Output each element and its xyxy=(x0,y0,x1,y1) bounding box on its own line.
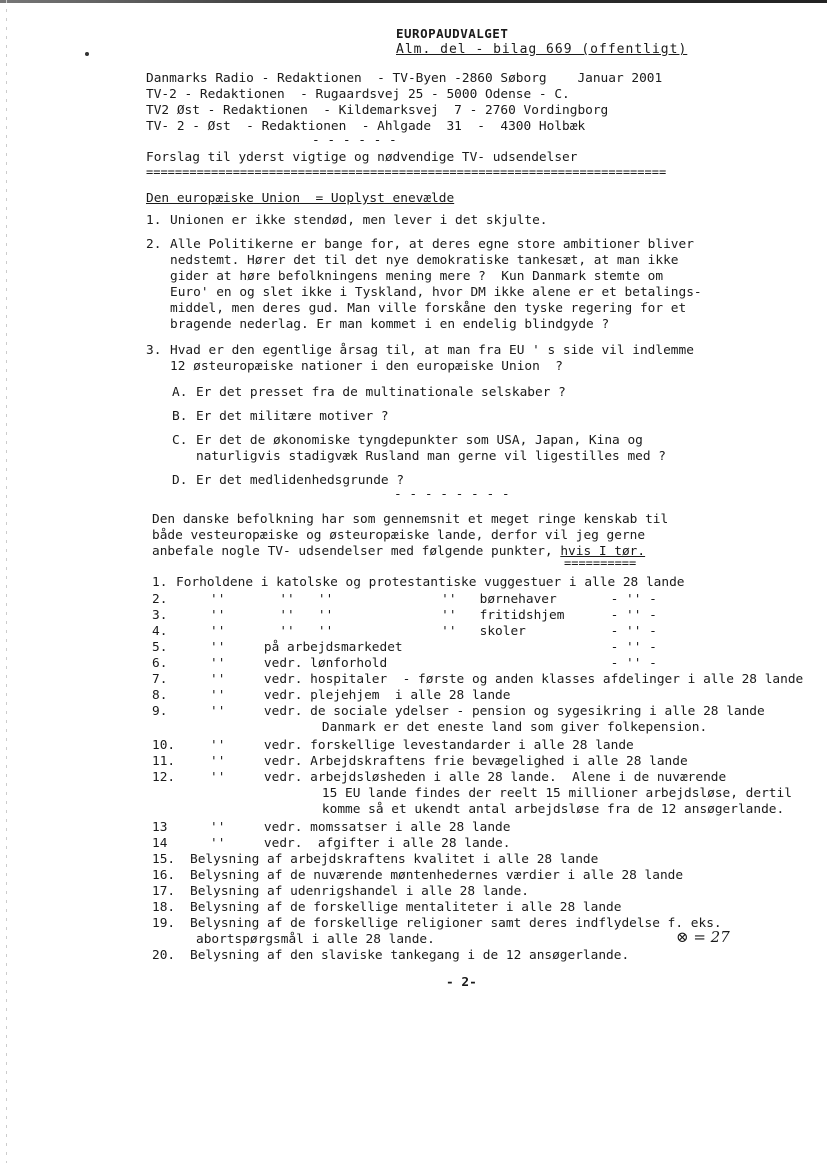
point-line: Euro' en og slet ikke i Tyskland, hvor DM ikke alene er et betalings- xyxy=(170,285,702,300)
topic-number: 20. xyxy=(152,948,176,963)
point-line: bragende nederlag. Er man kommet i en endelig blindgyde ? xyxy=(170,317,610,332)
point-number: 3. xyxy=(146,343,162,358)
address-line-2: TV-2 - Redaktionen - Rugaardsvej 25 - 5000 Odense - C. xyxy=(146,87,570,102)
topic-text: '' vedr. hospitaler - første og anden klasses afdelinger i alle 28 lande xyxy=(210,672,804,687)
topic-text: '' vedr. momssatser i alle 28 lande xyxy=(210,820,511,835)
topic-text: Belysning af udenrigshandel i alle 28 lande. xyxy=(190,884,529,899)
subpoint-letter: C. xyxy=(172,433,188,448)
topic-text: Forholdene i katolske og protestantiske vuggestuer i alle 28 lande xyxy=(176,575,685,590)
binding-margin xyxy=(6,0,7,1163)
topic-text: '' '' '' '' skoler - '' - xyxy=(210,624,657,639)
point-line: 12 østeuropæiske nationer i den europæiske Union ? xyxy=(170,359,563,374)
topic-text: '' '' '' '' børnehaver - '' - xyxy=(210,592,657,607)
subpoint-separator: - - - - - - - - xyxy=(394,487,510,502)
address-line-3: TV2 Øst - Redaktionen - Kildemarksvej 7 - 2760 Vordingborg xyxy=(146,103,609,118)
point-line: gider at høre befolkningens mening mere ? Kun Danmark stemte om xyxy=(170,269,664,284)
topic-number: 6. xyxy=(152,656,168,671)
topic-text: '' '' '' '' fritidshjem - '' - xyxy=(210,608,657,623)
page-number: - 2- xyxy=(446,975,477,990)
topic-number: 2. xyxy=(152,592,168,607)
section-title: Den europæiske Union = Uoplyst enevælde xyxy=(146,191,455,206)
topic-number: 14 xyxy=(152,836,168,851)
intro-text: anbefale nogle TV- udsendelser med følgende punkter, xyxy=(152,544,561,559)
point-line: Unionen er ikke stendød, men lever i det skjulte. xyxy=(170,213,548,228)
subpoint-line: Er det presset fra de multinationale selskaber ? xyxy=(196,385,566,400)
point-line: Hvad er den egentlige årsag til, at man fra EU ' s side vil indlemme xyxy=(170,343,694,358)
point-number: 1. xyxy=(146,213,162,228)
subpoint-letter: B. xyxy=(172,409,188,424)
topic-number: 18. xyxy=(152,900,176,915)
topic-number: 15. xyxy=(152,852,176,867)
address-separator: - - - - - - xyxy=(312,133,397,148)
point-number: 2. xyxy=(146,237,162,252)
topic-text: Belysning af den slaviske tankegang i de 12 ansøgerlande. xyxy=(190,948,630,963)
point-line: nedstemt. Hører det til det nye demokratiske tankesæt, at man ikke xyxy=(170,253,679,268)
double-rule: ======================================================================== xyxy=(146,165,667,179)
subpoint-line: Er det de økonomiske tyngdepunkter som USA, Japan, Kina og xyxy=(196,433,643,448)
point-line: middel, men deres gud. Man ville forskåne den tyske regering for et xyxy=(170,301,687,316)
topic-text: Belysning af de nuværende møntenhedernes værdier i alle 28 lande xyxy=(190,868,684,883)
topic-number: 7. xyxy=(152,672,168,687)
topic-number: 1. xyxy=(152,575,168,590)
point-line: Alle Politikerne er bange for, at deres egne store ambitioner bliver xyxy=(170,237,694,252)
topic-number: 3. xyxy=(152,608,168,623)
subpoint-letter: A. xyxy=(172,385,188,400)
topic-number: 9. xyxy=(152,704,168,719)
topic-text: komme så et ukendt antal arbejdsløse fra de 12 ansøgerlande. xyxy=(268,802,785,817)
topic-text: '' vedr. Arbejdskraftens frie bevægelighed i alle 28 lande xyxy=(210,754,688,769)
subpoint-line: Er det militære motiver ? xyxy=(196,409,389,424)
topic-number: 19. xyxy=(152,916,176,931)
intro-line: Den danske befolkning har som gennemsnit et meget ringe kenskab til xyxy=(152,512,669,527)
topic-number: 17. xyxy=(152,884,176,899)
topic-text: Danmark er det eneste land som giver folkepension. xyxy=(268,720,708,735)
topic-number: 11. xyxy=(152,754,176,769)
subpoint-letter: D. xyxy=(172,473,188,488)
subpoint-line: Er det medlidenhedsgrunde ? xyxy=(196,473,405,488)
topic-number: 16. xyxy=(152,868,176,883)
topic-number: 4. xyxy=(152,624,168,639)
top-edge-line xyxy=(0,0,827,3)
topic-text: '' vedr. arbejdsløsheden i alle 28 lande. Alene i de nuværende xyxy=(210,770,727,785)
topic-text: '' vedr. afgifter i alle 28 lande. xyxy=(210,836,511,851)
intro-line: både vesteuropæiske og østeuropæiske lande, derfor vil jeg gerne xyxy=(152,528,646,543)
topic-text: Belysning af de forskellige mentaliteter i alle 28 lande xyxy=(190,900,622,915)
topic-text: '' vedr. plejehjem i alle 28 lande xyxy=(210,688,511,703)
emphasis-double-rule: ========== xyxy=(564,556,637,570)
committee-title: EUROPAUDVALGET xyxy=(396,26,509,41)
topic-text: '' vedr. de sociale ydelser - pension og sygesikring i alle 28 lande xyxy=(210,704,765,719)
topic-text: Belysning af de forskellige religioner samt deres indflydelse f. eks. xyxy=(190,916,722,931)
topic-text: '' på arbejdsmarkedet - '' - xyxy=(210,640,657,655)
topic-text: Belysning af arbejdskraftens kvalitet i alle 28 lande xyxy=(190,852,599,867)
topic-number: 13 xyxy=(152,820,168,835)
intro-emphasis: hvis I tør. xyxy=(560,544,646,559)
proposal-title: Forslag til yderst vigtige og nødvendige TV- udsendelser xyxy=(146,150,578,165)
margin-mark xyxy=(85,52,89,56)
topic-text: 15 EU lande findes der reelt 15 millioner arbejdsløse, dertil xyxy=(268,786,792,801)
topic-number: 8. xyxy=(152,688,168,703)
topic-text: '' vedr. lønforhold - '' - xyxy=(210,656,657,671)
topic-number: 12. xyxy=(152,770,176,785)
topic-text: abortspørgsmål i alle 28 lande. xyxy=(196,932,435,947)
topic-number: 5. xyxy=(152,640,168,655)
annex-reference: Alm. del - bilag 669 (offentligt) xyxy=(396,42,688,57)
address-line-4: TV- 2 - Øst - Redaktionen - Ahlgade 31 - 4300 Holbæk xyxy=(146,119,586,134)
subpoint-line: naturligvis stadigvæk Rusland man gerne vil ligestilles med ? xyxy=(196,449,666,464)
address-line-1: Danmarks Radio - Redaktionen - TV-Byen -2860 Søborg Januar 2001 xyxy=(146,71,663,86)
handwritten-note: ⊗ = 27 xyxy=(676,928,730,946)
topic-number: 10. xyxy=(152,738,176,753)
topic-text: '' vedr. forskellige levestandarder i alle 28 lande xyxy=(210,738,634,753)
